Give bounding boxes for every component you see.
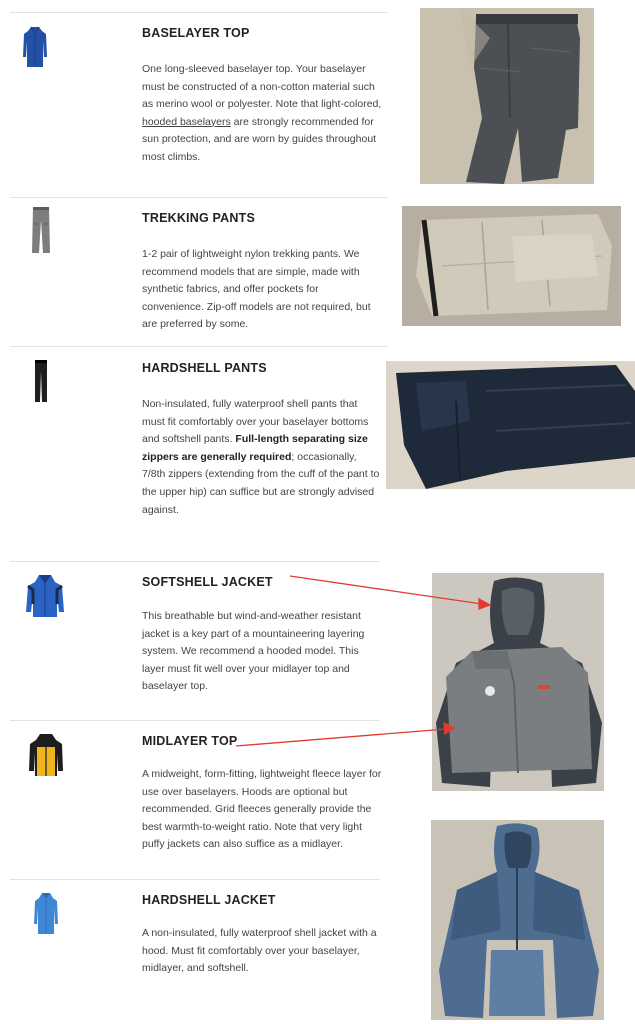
- arrow-midlayer-to-photo: [236, 723, 454, 746]
- item-title: MIDLAYER TOP: [142, 734, 238, 748]
- item-title: HARDSHELL PANTS: [142, 361, 267, 375]
- item-title: HARDSHELL JACKET: [142, 893, 276, 907]
- item-title: BASELAYER TOP: [142, 26, 250, 40]
- arrow-softshell-to-photo: [290, 576, 490, 609]
- item-description: This breathable but wind-and-weather resistant jacket is a key part of a mountaineering layering system. We recommend a hooded model. This layer must fit well over your midlayer top and baselayer top.: [142, 610, 365, 693]
- item-description: 1-2 pair of lightweight nylon trekking pants. We recommend models that are simple, made with synthetic fabrics, and offer pockets for convenience. Zip-off models are not required, but are preferred by some.: [142, 248, 371, 331]
- hooded-baselayers-link[interactable]: hooded baselayers: [142, 115, 231, 128]
- item-description: A non-insulated, fully waterproof shell jacket with a hood. Must fit comfortably over your baselayer, midlayer, and softshell.: [142, 927, 377, 975]
- item-description: A midweight, form-fitting, lightweight fleece layer for use over baselayers. Hoods are optional but recommended. Grid fleeces generally provide the best warmth-to-weight ratio. Note that very light puffy jackets can also suffice as a midlayer.: [142, 768, 382, 851]
- item-title: TREKKING PANTS: [142, 211, 255, 225]
- item-description: One long-sleeved baselayer top. Your baselayer must be constructed of a non-cotton material such as merino wool or polyester. Note that light-colored, hooded baselayers are strongly recommended for sun protection, and are worn by guides throughout most climbs.: [142, 63, 382, 163]
- item-description: Non-insulated, fully waterproof shell pants that must fit comfortably over your baselayer bottoms and softshell pants. Full-length separating size zippers are generally required; occasionally, 7/8th zippers (extending from the cuff of the pant to the upper hip) can suffice but are strongly advised against.: [142, 398, 380, 516]
- blue-shell-jacket-icon: [33, 892, 59, 941]
- item-title: SOFTSHELL JACKET: [142, 575, 273, 589]
- blue-hardshell-jacket-photo: [431, 820, 604, 1020]
